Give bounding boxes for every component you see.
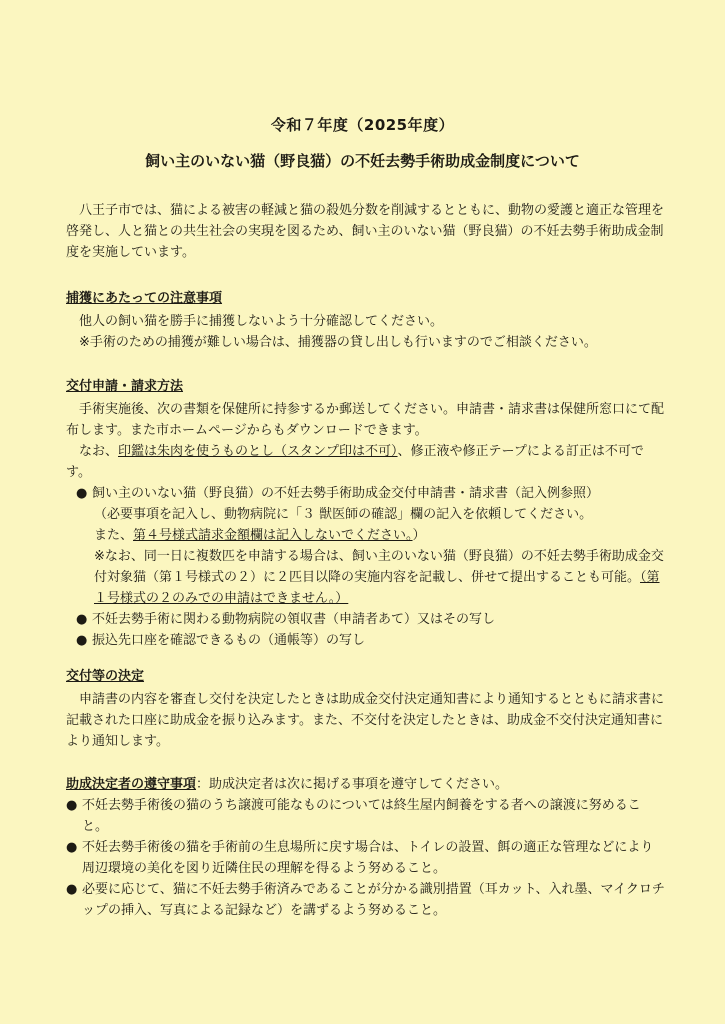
intro-paragraph: 八王子市では、猫による被害の軽減と猫の殺処分数を削減するとともに、動物の愛護と適正な管理を啓発し、人と猫との共生社会の実現を図るため、飼い主のいない猫（野良猫）の不妊去勢手術助成金制度を実施しています。 <box>66 203 665 260</box>
list-item: ● 不妊去勢手術後の猫のうち譲渡可能なものについては終生屋内飼養をする者への譲渡に努めること。 <box>66 795 666 837</box>
bullet-icon: ● <box>76 486 88 501</box>
claim-amount-notice: 第４号様式請求金額欄は記入しないでください。 <box>133 528 413 543</box>
apply-paragraph2: なお、印鑑は朱肉を使うものとし（スタンプ印は不可）、修正液や修正テープによる訂正は不可です。 <box>66 444 644 480</box>
bullet-icon: ● <box>66 840 78 855</box>
seal-notice: 印鑑は朱肉を使うものとし（スタンプ印は不可） <box>118 444 398 459</box>
decision-text: 申請書の内容を審査し交付を決定したときは助成金交付決定通知書により通知するとともに請求書に記載された口座に助成金を振り込みます。また、不交付を決定したときは、助成金不交付決定通知書により通知します。 <box>66 692 665 749</box>
bullet1-note3: ※なお、同一日に複数匹を申請する場合は、飼い主のいない猫（野良猫）の不妊去勢手術助成金交付対象猫（第１号様式の２）に２匹目以降の実施内容を記載し、併せて提出することも可能。（第１号様式の２のみでの申請はできません。） <box>94 549 664 606</box>
capture-section <box>66 288 666 353</box>
bleed-through-decoration <box>430 30 444 76</box>
apply-paragraph1: 手術実施後、次の書類を保健所に持参するか郵送してください。申請書・請求書は保健所窓口にて配布します。また市ホームページからもダウンロードできます。 <box>66 402 665 438</box>
apply-heading: 交付申請・請求方法 <box>66 379 184 394</box>
duties-heading: 助成決定者の遵守事項 <box>66 777 197 792</box>
list-item: ● 不妊去勢手術後の猫を手術前の生息場所に戻す場合は、トイレの設置、餌の適正な管理などにより周辺環境の美化を図り近隣住民の理解を得るよう努めること。 <box>66 837 666 879</box>
capture-line1: 他人の飼い猫を勝手に捕獲しないよう十分確認してください。 <box>79 314 444 329</box>
duties-heading-line <box>66 774 666 795</box>
apply-section <box>66 376 666 651</box>
bullet1-note: （必要事項を記入し、動物病院に「３ 獣医師の確認」欄の記入を依頼してください。 <box>94 507 593 522</box>
list-item: ● 必要に応じて、猫に不妊去勢手術済みであることが分かる識別措置（耳カット、入れ墨、マイクロチップの挿入、写真による記録など）を講ずるよう努めること。 <box>66 879 666 921</box>
year-title: 令和７年度（2025年度） <box>270 116 455 134</box>
bullet-icon: ● <box>76 633 88 648</box>
bullet-icon: ● <box>66 882 78 897</box>
bullet-icon: ● <box>76 612 88 627</box>
program-title: 飼い主のいない猫（野良猫）の不妊去勢手術助成金制度について <box>145 152 580 170</box>
duties-section <box>66 774 666 921</box>
decision-section <box>66 666 666 752</box>
bullet-icon: ● <box>66 798 78 813</box>
capture-line2: ※手術のための捕獲が難しい場合は、捕獲器の貸し出しも行いますのでご相談ください。 <box>79 335 597 350</box>
decision-heading: 交付等の決定 <box>66 669 145 684</box>
list-item: ● 飼い主のいない猫（野良猫）の不妊去勢手術助成金交付申請書・請求書（記入例参照） <box>76 483 666 504</box>
form-only-notice: （第１号様式の２のみでの申請はできません。） <box>94 570 660 606</box>
duties-intro: ：助成決定者は次に掲げる事項を遵守してください。 <box>196 777 509 792</box>
list-item: ● 不妊去勢手術に関わる動物病院の領収書（申請者あて）又はその写し <box>76 609 666 630</box>
capture-heading: 捕獲にあたっての注意事項 <box>66 291 223 306</box>
list-item: ● 振込先口座を確認できるもの（通帳等）の写し <box>76 630 666 651</box>
bullet1-note2: また、第４号様式請求金額欄は記入しないでください。） <box>94 528 426 543</box>
